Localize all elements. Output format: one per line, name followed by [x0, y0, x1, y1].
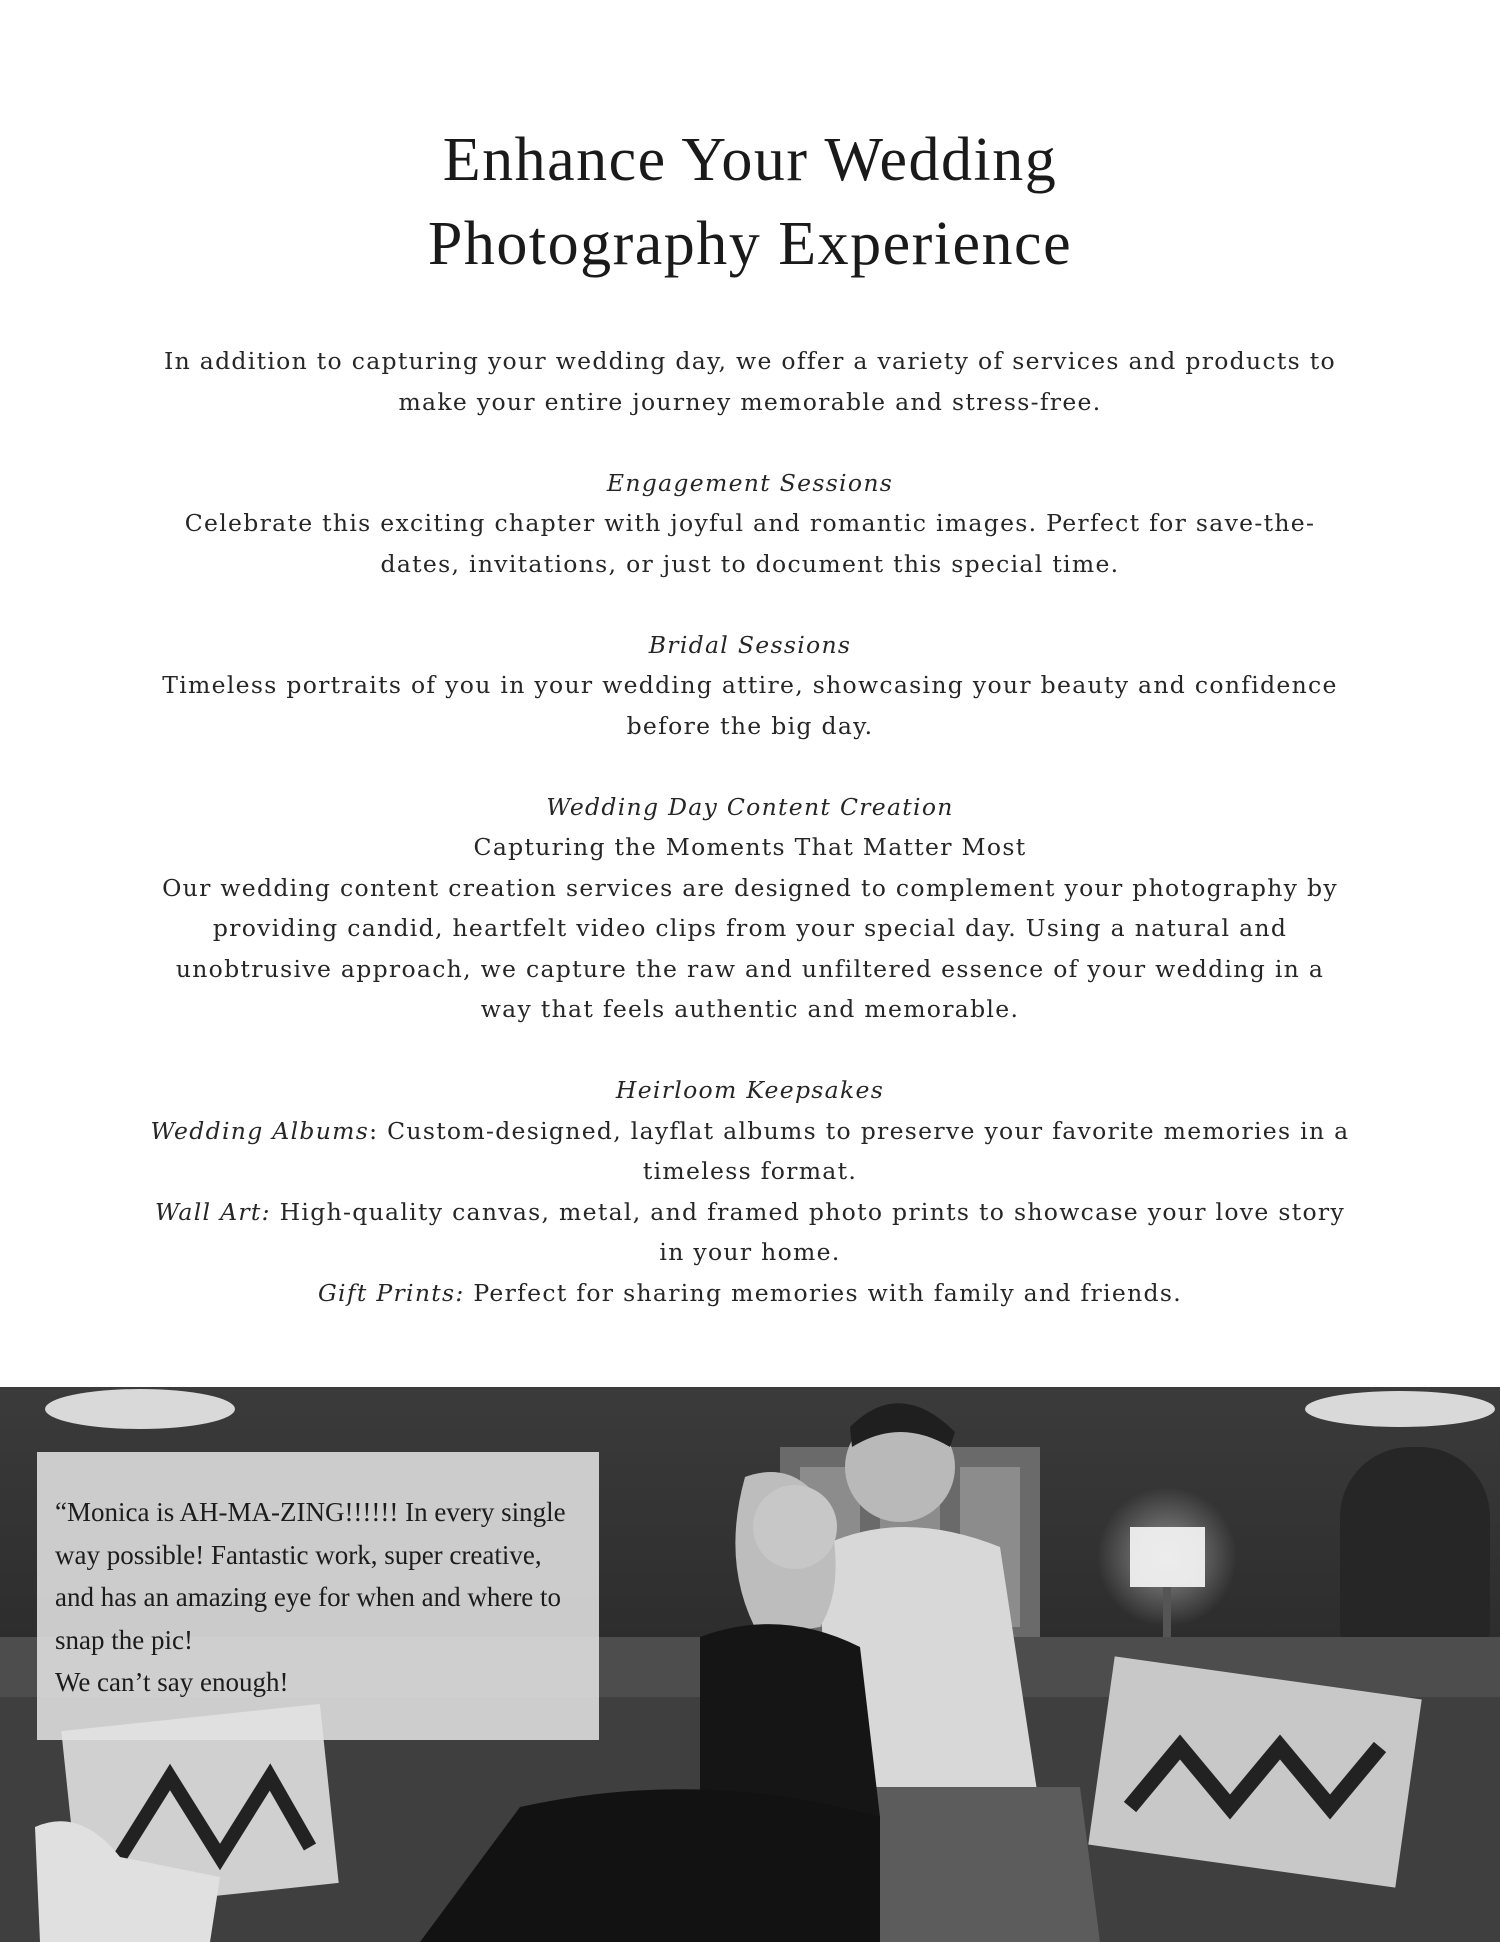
albums-label: Wedding Albums [150, 1116, 370, 1145]
page-title [0, 118, 1500, 286]
albums-text: : Custom-designed, layflat albums to preserve your favorite memories in a timeless format. [369, 1116, 1350, 1185]
testimonial-quote: “Monica is AH-MA-ZING!!!!!! In every single way possible! Fantastic work, super creative, and has an amazing eye for when and where to snap the pic! [55, 1497, 566, 1655]
gift-prints-label: Gift Prints: [317, 1278, 465, 1307]
gift-prints-item [150, 1273, 1350, 1314]
bridal-heading: Bridal Sessions [648, 630, 852, 659]
testimonial-box [37, 1452, 599, 1740]
content-creation-text: Our wedding content creation services are designed to complement your photography by providing candid, heartfelt video clips from your special day. Using a natural and unobtrusive approach, we capture the raw and unfiltered essence of your wedding in a way that feels authentic and memorable. [162, 873, 1338, 1023]
services-section [150, 341, 1350, 1313]
gift-prints-text: Perfect for sharing memories with family and friends. [464, 1278, 1182, 1307]
wall-art-text: High-quality canvas, metal, and framed photo prints to showcase your love story in your home. [270, 1197, 1346, 1266]
engagement-text: Celebrate this exciting chapter with joyful and romantic images. Perfect for save-the-dates, invitations, or just to document this special time. [184, 509, 1316, 578]
title-line-2: Photography Experience [427, 210, 1073, 278]
engagement-heading: Engagement Sessions [606, 468, 894, 497]
wall-art-label: Wall Art: [154, 1197, 271, 1226]
content-creation-heading: Wedding Day Content Creation [546, 792, 954, 821]
keepsakes-heading: Heirloom Keepsakes [615, 1076, 885, 1104]
intro-paragraph: In addition to capturing your wedding day, we offer a variety of services and products to make your entire journey memorable and stress-free. [163, 347, 1336, 416]
albums-item [150, 1111, 1350, 1192]
title-line-1: Enhance Your Wedding [442, 126, 1058, 194]
testimonial-closing: We can’t say enough! [55, 1667, 289, 1697]
wall-art-item [150, 1192, 1350, 1273]
bridal-text: Timeless portraits of you in your wedding attire, showcasing your beauty and confidence before the big day. [162, 671, 1338, 740]
content-creation-subheading: Capturing the Moments That Matter Most [473, 833, 1027, 861]
